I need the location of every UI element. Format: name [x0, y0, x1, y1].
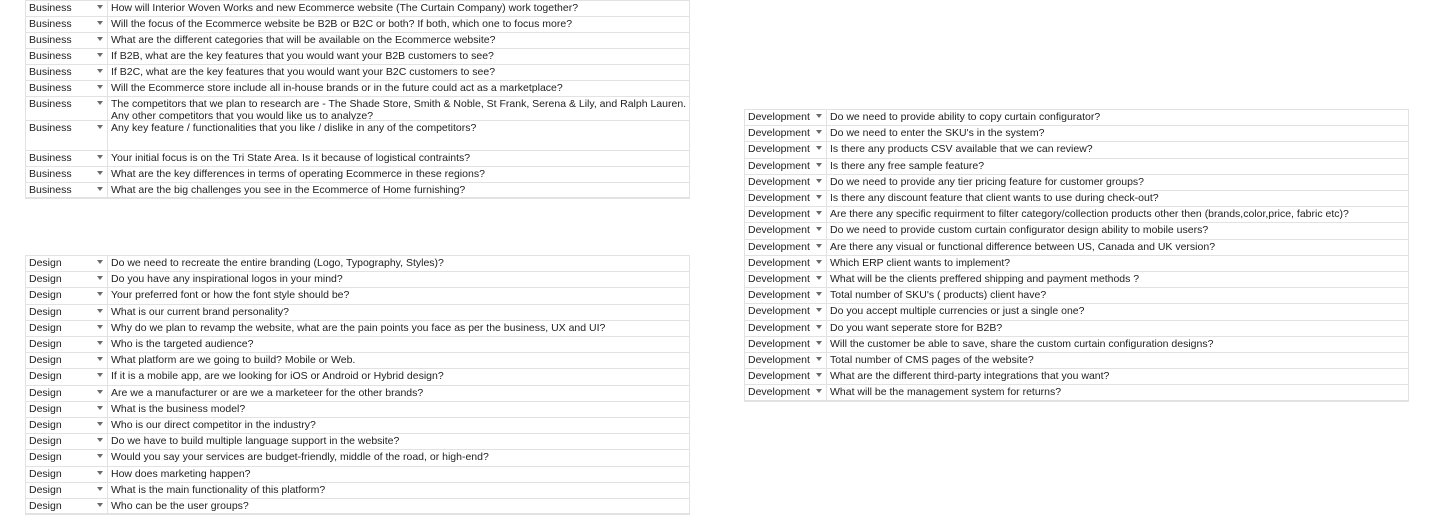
question-cell[interactable]: [108, 498, 690, 514]
question-cell[interactable]: [108, 271, 690, 287]
question-text: Do we need to enter the SKU's in the system?: [830, 127, 1045, 140]
category-cell[interactable]: [25, 255, 108, 271]
category-cell[interactable]: [25, 352, 108, 368]
question-cell[interactable]: [108, 120, 690, 150]
question-cell[interactable]: [108, 16, 690, 32]
business-questions-table: [25, 0, 690, 204]
category-cell[interactable]: [25, 182, 108, 198]
question-cell[interactable]: [108, 433, 690, 449]
question-text: Is there any free sample feature?: [830, 159, 985, 172]
category-value: Design: [29, 305, 62, 318]
table-row: [25, 32, 690, 49]
question-text: Do we have to build multiple language support in the website?: [111, 435, 400, 448]
category-value: Business: [29, 82, 72, 94]
table-row: [25, 182, 690, 199]
category-cell[interactable]: [25, 150, 108, 166]
dropdown-arrow-icon[interactable]: [816, 260, 822, 264]
dropdown-arrow-icon[interactable]: [816, 373, 822, 377]
table-row: [744, 352, 1409, 369]
dropdown-arrow-icon[interactable]: [97, 357, 103, 361]
category-value: Design: [29, 500, 62, 512]
category-value: Business: [29, 2, 72, 14]
table-row: [25, 96, 690, 121]
category-cell[interactable]: [744, 158, 827, 174]
question-cell[interactable]: [108, 320, 690, 336]
question-cell[interactable]: [108, 466, 690, 482]
category-cell[interactable]: [744, 303, 827, 319]
category-value: Development: [748, 305, 810, 318]
question-cell[interactable]: [827, 255, 1409, 271]
category-cell[interactable]: [25, 16, 108, 32]
table-row: [25, 48, 690, 65]
category-cell[interactable]: [25, 166, 108, 182]
question-cell[interactable]: [108, 182, 690, 198]
table-row: [744, 336, 1409, 353]
category-cell[interactable]: [25, 320, 108, 336]
question-cell[interactable]: [108, 150, 690, 166]
category-cell[interactable]: [25, 482, 108, 498]
dropdown-arrow-icon[interactable]: [816, 308, 822, 312]
category-value: Development: [748, 159, 810, 172]
table-row: [744, 287, 1409, 304]
question-cell[interactable]: [108, 255, 690, 271]
category-cell[interactable]: [25, 336, 108, 352]
question-cell[interactable]: [108, 64, 690, 80]
category-cell[interactable]: [25, 498, 108, 514]
question-cell[interactable]: [827, 320, 1409, 336]
question-text: Do you want seperate store for B2B?: [830, 321, 1003, 334]
category-cell[interactable]: [25, 96, 108, 120]
category-cell[interactable]: [25, 417, 108, 433]
question-text: If B2C, what are the key features that you would want your B2C customers to see?: [111, 66, 496, 78]
dropdown-arrow-icon[interactable]: [816, 179, 822, 183]
category-value: Design: [29, 321, 62, 334]
question-text: What are the big challenges you see in the Ecommerce of Home furnishing?: [111, 184, 466, 196]
dropdown-arrow-icon[interactable]: [97, 438, 103, 442]
table-row: [744, 271, 1409, 288]
question-text: Any key feature / functionalities that you like / dislike in any of the competitors?: [111, 122, 477, 134]
category-cell[interactable]: [25, 304, 108, 320]
category-value: Development: [748, 386, 810, 399]
table-row: [744, 320, 1409, 337]
dropdown-arrow-icon[interactable]: [97, 276, 103, 280]
table-row: [25, 336, 690, 353]
dropdown-arrow-icon[interactable]: [97, 85, 103, 89]
category-value: Design: [29, 386, 62, 399]
question-cell[interactable]: [108, 48, 690, 64]
category-value: Design: [29, 338, 62, 350]
dropdown-arrow-icon[interactable]: [816, 276, 822, 280]
question-text: Which ERP client wants to implement?: [830, 256, 1011, 269]
question-cell[interactable]: [827, 303, 1409, 319]
table-row: [25, 255, 690, 272]
table-row: [744, 239, 1409, 256]
table-row: [25, 368, 690, 385]
category-value: Development: [748, 240, 810, 253]
category-value: Business: [29, 184, 72, 196]
question-cell[interactable]: [108, 166, 690, 182]
table-row: [25, 433, 690, 450]
dropdown-arrow-icon[interactable]: [97, 69, 103, 73]
table-row: [25, 482, 690, 499]
question-text: Why do we plan to revamp the website, what are the pain points you face as per the business, UX and UI?: [111, 321, 606, 334]
category-value: Development: [748, 289, 810, 302]
question-text: Do you accept multiple currencies or just a single one?: [830, 305, 1085, 318]
question-cell[interactable]: [108, 304, 690, 320]
question-text: What are the different third-party integrations that you want?: [830, 370, 1110, 383]
dropdown-arrow-icon[interactable]: [816, 227, 822, 231]
table-row: [744, 141, 1409, 158]
dropdown-arrow-icon[interactable]: [816, 163, 822, 167]
category-cell[interactable]: [744, 336, 827, 352]
question-text: What will be the management system for returns?: [830, 386, 1062, 399]
question-text: Will the customer be able to save, share the custom curtain configuration designs?: [830, 337, 1214, 350]
question-cell[interactable]: [108, 401, 690, 417]
question-cell[interactable]: [827, 352, 1409, 368]
table-row: [25, 466, 690, 483]
category-value: Development: [748, 208, 810, 221]
category-value: Business: [29, 18, 72, 30]
question-cell[interactable]: [827, 141, 1409, 157]
question-cell[interactable]: [827, 336, 1409, 352]
dropdown-arrow-icon[interactable]: [97, 260, 103, 264]
category-cell[interactable]: [25, 433, 108, 449]
dropdown-arrow-icon[interactable]: [816, 341, 822, 345]
category-cell[interactable]: [744, 320, 827, 336]
question-cell[interactable]: [827, 206, 1409, 222]
dropdown-arrow-icon[interactable]: [97, 292, 103, 296]
category-cell[interactable]: [744, 206, 827, 222]
dropdown-arrow-icon[interactable]: [97, 187, 103, 191]
category-cell[interactable]: [744, 125, 827, 141]
dropdown-arrow-icon[interactable]: [97, 5, 103, 9]
question-cell[interactable]: [827, 190, 1409, 206]
table-row: [25, 80, 690, 97]
dropdown-arrow-icon[interactable]: [816, 130, 822, 134]
table-row: [25, 385, 690, 402]
question-cell[interactable]: [108, 352, 690, 368]
question-text: Do we need to provide any tier pricing feature for customer groups?: [830, 175, 1145, 188]
category-cell[interactable]: [25, 385, 108, 401]
category-cell[interactable]: [744, 287, 827, 303]
category-value: Design: [29, 273, 62, 286]
category-cell[interactable]: [25, 449, 108, 465]
question-text: Are there any specific requirment to filter category/collection products other then (brands,color,price, fabric etc)?: [830, 208, 1349, 221]
dropdown-arrow-icon[interactable]: [97, 101, 103, 105]
dropdown-arrow-icon[interactable]: [816, 211, 822, 215]
question-cell[interactable]: [827, 174, 1409, 190]
table-row: [744, 303, 1409, 320]
question-cell[interactable]: [108, 336, 690, 352]
category-cell[interactable]: [25, 80, 108, 96]
question-cell[interactable]: [108, 96, 690, 120]
category-value: Design: [29, 354, 62, 367]
category-cell[interactable]: [744, 190, 827, 206]
question-cell[interactable]: [108, 449, 690, 465]
development-questions-table: [744, 109, 1409, 401]
question-text: Who is the targeted audience?: [111, 338, 254, 350]
question-text: If B2B, what are the key features that you would want your B2B customers to see?: [111, 50, 494, 62]
table-row: [744, 255, 1409, 272]
question-text: What is the business model?: [111, 402, 246, 415]
category-value: Business: [29, 34, 72, 46]
category-value: Development: [748, 273, 810, 285]
question-text: What is the main functionality of this platform?: [111, 483, 326, 496]
table-row: [25, 304, 690, 321]
question-text: Any other competitors that you would like us to analyze?: [111, 110, 374, 120]
question-text: Do we need to provide ability to copy curtain configurator?: [830, 111, 1101, 123]
question-text: Your initial focus is on the Tri State Area. Is it because of logistical contraints?: [111, 152, 471, 164]
category-value: Business: [29, 66, 72, 78]
dropdown-arrow-icon[interactable]: [97, 171, 103, 175]
question-text: The competitors that we plan to research are - The Shade Store, Smith & Noble, St Frank, Serena & Lily, and Ralph Lauren.: [111, 98, 687, 110]
table-row: [25, 120, 690, 151]
table-row: [25, 287, 690, 304]
question-text: Total number of SKU's ( products) client have?: [830, 289, 1047, 302]
table-row: [25, 417, 690, 434]
question-text: Who can be the user groups?: [111, 500, 249, 512]
table-row: [25, 320, 690, 337]
category-value: Design: [29, 483, 62, 496]
category-cell[interactable]: [25, 120, 108, 150]
category-cell[interactable]: [744, 141, 827, 157]
category-cell[interactable]: [744, 222, 827, 238]
dropdown-arrow-icon[interactable]: [97, 309, 103, 313]
question-text: Your preferred font or how the font style should be?: [111, 289, 350, 302]
category-value: Development: [748, 224, 810, 237]
table-row: [25, 498, 690, 515]
table-row: [25, 352, 690, 369]
category-value: Development: [748, 321, 810, 334]
category-value: Development: [748, 256, 810, 269]
category-value: Business: [29, 50, 72, 62]
table-row: [744, 190, 1409, 207]
category-cell[interactable]: [744, 352, 827, 368]
category-value: Development: [748, 111, 810, 123]
question-cell[interactable]: [827, 287, 1409, 303]
table-row: [744, 174, 1409, 191]
table-row: [25, 0, 690, 17]
question-text: What will be the clients preffered shipping and payment methods ?: [830, 273, 1140, 285]
dropdown-arrow-icon[interactable]: [816, 389, 822, 393]
question-text: Do you have any inspirational logos in your mind?: [111, 273, 343, 286]
table-row: [25, 16, 690, 33]
dropdown-arrow-icon[interactable]: [97, 390, 103, 394]
table-row: [25, 64, 690, 81]
table-row: [744, 158, 1409, 175]
question-text: Is there any products CSV available that we can review?: [830, 143, 1093, 156]
table-row: [25, 449, 690, 466]
category-cell[interactable]: [744, 239, 827, 255]
question-text: Who is our direct competitor in the industry?: [111, 419, 316, 431]
dropdown-arrow-icon[interactable]: [97, 53, 103, 57]
dropdown-arrow-icon[interactable]: [97, 125, 103, 129]
question-cell[interactable]: [827, 271, 1409, 287]
table-row: [25, 271, 690, 288]
table-row: [744, 125, 1409, 142]
category-value: Business: [29, 152, 72, 164]
dropdown-arrow-icon[interactable]: [816, 357, 822, 361]
category-value: Design: [29, 419, 62, 431]
question-cell[interactable]: [108, 417, 690, 433]
table-row: [25, 150, 690, 167]
question-text: What platform are we going to build? Mobile or Web.: [111, 354, 356, 367]
question-cell[interactable]: [108, 368, 690, 384]
dropdown-arrow-icon[interactable]: [816, 325, 822, 329]
table-row: [744, 206, 1409, 223]
dropdown-arrow-icon[interactable]: [97, 487, 103, 491]
question-text: Are there any visual or functional difference between US, Canada and UK version?: [830, 240, 1216, 253]
dropdown-arrow-icon[interactable]: [97, 406, 103, 410]
question-cell[interactable]: [108, 385, 690, 401]
question-text: What is our current brand personality?: [111, 305, 290, 318]
question-cell[interactable]: [827, 368, 1409, 384]
question-cell[interactable]: [827, 125, 1409, 141]
category-cell[interactable]: [25, 368, 108, 384]
category-cell[interactable]: [744, 255, 827, 271]
category-cell[interactable]: [744, 384, 827, 400]
dropdown-arrow-icon[interactable]: [97, 21, 103, 25]
question-text: What are the key differences in terms of operating Ecommerce in these regions?: [111, 168, 485, 180]
category-value: Design: [29, 370, 62, 383]
category-value: Design: [29, 435, 62, 448]
category-cell[interactable]: [25, 287, 108, 303]
dropdown-arrow-icon[interactable]: [816, 146, 822, 150]
dropdown-arrow-icon[interactable]: [97, 422, 103, 426]
question-cell[interactable]: [827, 222, 1409, 238]
category-value: Development: [748, 337, 810, 350]
category-cell[interactable]: [25, 0, 108, 16]
question-text: If it is a mobile app, are we looking for iOS or Android or Hybrid design?: [111, 370, 444, 383]
category-value: Design: [29, 451, 62, 464]
question-cell[interactable]: [108, 482, 690, 498]
question-text: Total number of CMS pages of the website?: [830, 354, 1034, 366]
dropdown-arrow-icon[interactable]: [816, 195, 822, 199]
question-cell[interactable]: [108, 287, 690, 303]
question-text: What are the different categories that will be available on the Ecommerce website?: [111, 34, 496, 46]
design-questions-table: [25, 255, 690, 512]
category-value: Design: [29, 402, 62, 415]
table-row: [25, 401, 690, 418]
question-text: Do we need to provide custom curtain configurator design ability to mobile users?: [830, 224, 1209, 237]
category-cell[interactable]: [25, 64, 108, 80]
category-value: Development: [748, 143, 810, 156]
dropdown-arrow-icon[interactable]: [97, 155, 103, 159]
category-value: Development: [748, 175, 810, 188]
category-cell[interactable]: [25, 271, 108, 287]
category-value: Development: [748, 192, 810, 204]
question-cell[interactable]: [108, 80, 690, 96]
table-row: [25, 166, 690, 183]
question-text: Will the Ecommerce store include all in-house brands or in the future could act as a marketplace?: [111, 82, 563, 94]
question-text: Are we a manufacturer or are we a marketeer for the other brands?: [111, 386, 424, 399]
category-value: Design: [29, 257, 62, 269]
dropdown-arrow-icon[interactable]: [816, 114, 822, 118]
dropdown-arrow-icon[interactable]: [97, 325, 103, 329]
dropdown-arrow-icon[interactable]: [97, 37, 103, 41]
question-text: Is there any discount feature that client wants to use during check-out?: [830, 192, 1159, 204]
category-value: Design: [29, 467, 62, 480]
question-text: How will Interior Woven Works and new Ecommerce website (The Curtain Company) work together?: [111, 2, 579, 14]
category-cell[interactable]: [25, 401, 108, 417]
category-value: Business: [29, 122, 72, 134]
question-text: Do we need to recreate the entire branding (Logo, Typography, Styles)?: [111, 257, 444, 269]
question-cell[interactable]: [827, 158, 1409, 174]
dropdown-arrow-icon[interactable]: [97, 454, 103, 458]
category-cell[interactable]: [25, 466, 108, 482]
question-cell[interactable]: [827, 239, 1409, 255]
dropdown-arrow-icon[interactable]: [97, 471, 103, 475]
question-cell[interactable]: [827, 384, 1409, 400]
category-cell[interactable]: [25, 32, 108, 48]
dropdown-arrow-icon[interactable]: [97, 373, 103, 377]
table-row: [744, 384, 1409, 401]
dropdown-arrow-icon[interactable]: [97, 341, 103, 345]
table-row: [744, 368, 1409, 385]
question-text: How does marketing happen?: [111, 467, 251, 480]
question-text: Would you say your services are budget-friendly, middle of the road, or high-end?: [111, 451, 489, 464]
category-cell[interactable]: [25, 48, 108, 64]
category-value: Business: [29, 168, 72, 180]
question-cell[interactable]: [827, 109, 1409, 125]
question-text: Will the focus of the Ecommerce website be B2B or B2C or both? If both, which one to focus more?: [111, 18, 573, 30]
category-cell[interactable]: [744, 368, 827, 384]
dropdown-arrow-icon[interactable]: [97, 503, 103, 507]
category-value: Development: [748, 370, 810, 383]
table-row: [744, 222, 1409, 239]
category-cell[interactable]: [744, 109, 827, 125]
category-cell[interactable]: [744, 174, 827, 190]
category-cell[interactable]: [744, 271, 827, 287]
category-value: Development: [748, 127, 810, 140]
table-row: [744, 109, 1409, 126]
question-cell[interactable]: [108, 32, 690, 48]
category-value: Development: [748, 354, 810, 366]
dropdown-arrow-icon[interactable]: [816, 292, 822, 296]
question-cell[interactable]: [108, 0, 690, 16]
category-value: Design: [29, 289, 62, 302]
category-value: Business: [29, 98, 72, 110]
dropdown-arrow-icon[interactable]: [816, 244, 822, 248]
